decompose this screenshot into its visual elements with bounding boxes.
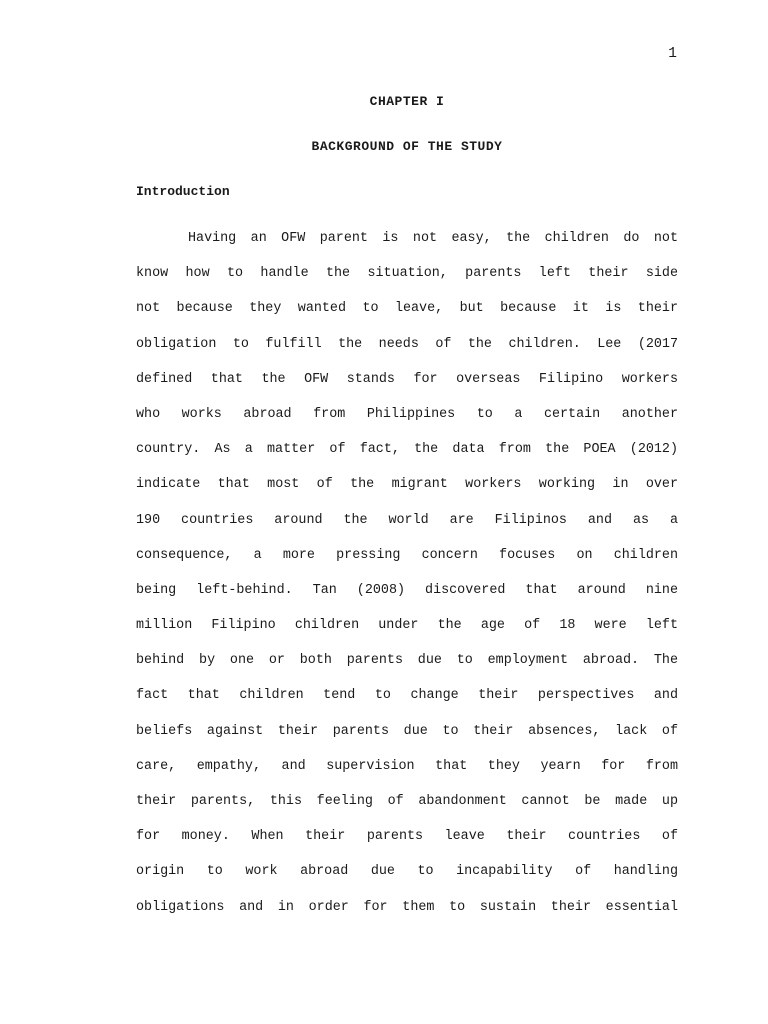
paragraph-line: 190 countries around the world are Filipinos and as a — [136, 512, 678, 528]
paragraph-line: Having an OFW parent is not easy, the children do not — [188, 231, 678, 246]
paragraph-line: obligations and in order for them to sustain their essential — [136, 899, 678, 915]
chapter-heading: CHAPTER I — [369, 94, 445, 109]
paragraph-line: behind by one or both parents due to employment abroad. The — [136, 653, 678, 669]
body-paragraph — [136, 230, 678, 934]
paragraph-line: defined that the OFW stands for overseas Filipino workers — [136, 371, 678, 387]
paragraph-line: fact that children tend to change their perspectives and — [136, 688, 678, 704]
paragraph-line: being left-behind. Tan (2008) discovered that around nine — [136, 582, 678, 598]
paragraph-line: origin to work abroad due to incapability of handling — [136, 864, 678, 880]
paragraph-line: care, empathy, and supervision that they yearn for from — [136, 758, 678, 774]
section-heading: Introduction — [136, 184, 230, 199]
paragraph-line: million Filipino children under the age of 18 were left — [136, 618, 678, 634]
paragraph-line: who works abroad from Philippines to a certain another — [136, 406, 678, 422]
paragraph-line: know how to handle the situation, parents left their side — [136, 266, 678, 282]
paragraph-line: their parents, this feeling of abandonment cannot be made up — [136, 794, 678, 809]
paragraph-line: obligation to fulfill the needs of the children. Lee (2017 — [136, 336, 678, 352]
paragraph-line: beliefs against their parents due to their absences, lack of — [136, 723, 678, 739]
paragraph-line: not because they wanted to leave, but because it is their — [136, 301, 678, 317]
paragraph-line: consequence, a more pressing concern focuses on children — [136, 547, 678, 563]
paragraph-line: country. As a matter of fact, the data from the POEA (2012) — [136, 442, 678, 458]
page-number: 1 — [668, 46, 677, 62]
chapter-title: BACKGROUND OF THE STUDY — [311, 139, 503, 154]
paragraph-line: indicate that most of the migrant workers working in over — [136, 477, 678, 493]
paragraph-line: for money. When their parents leave their countries of — [136, 829, 678, 845]
